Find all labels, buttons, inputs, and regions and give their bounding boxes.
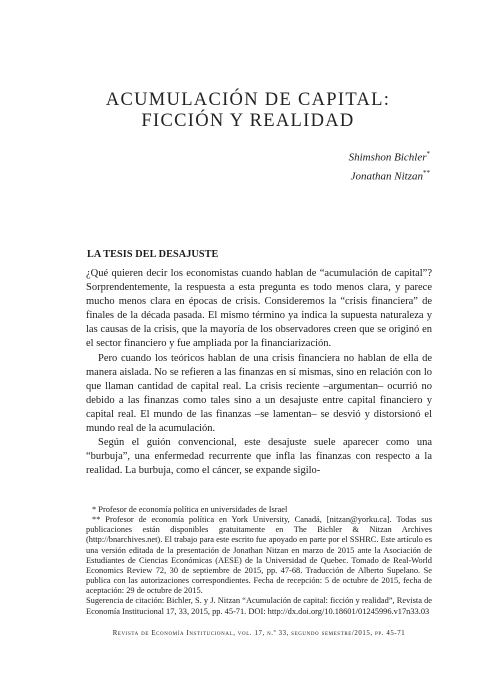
paragraph-2: Pero cuando los teóricos hablan de una crisis financiera no hablan de ella de manera aislada. No se refieren a las finanzas en sí mismas, sino en relación con lo que llaman cantidad de capital real. La crisis reciente –argumentan– ocurrió no debido a las finanzas como tales sino a un desajuste entre capital financiero y capital real. El mundo de las finanzas –se lamentan– se desvió y distorsionó el mundo real de la acumulación. <box>86 352 432 435</box>
body-text <box>86 267 432 478</box>
footnotes <box>86 505 432 617</box>
article-title <box>60 90 436 132</box>
section-heading: LA TESIS DEL DESAJUSTE <box>87 249 219 260</box>
footnote-marker: * <box>426 150 430 158</box>
author-bichler: Shimshon Bichler* <box>348 150 430 164</box>
footnote-2: ** Profesor de economía política en York University, Canadá, [nitzan@yorku.ca]. Todas sus publicaciones están disponibles gratuitamente en The Bichler & Nitzan Archives (http://bnarchives.net). El trabajo para este escrito fue apoyado en parte por el SSHRC. Este artículo es una versión editada de la presentación de Jonathan Nitzan en marzo de 2015 ante la Asociación de Estudiantes de Ciencias Económicas (AESE) de la Universidad de Quebec. Tomado de Real-World Economics Review 72, 30 de septiembre de 2015, pp. 47-68. Traducción de Alberto Supelano. Se publica con las autorizaciones correspondientes. Fecha de recepción: 5 de octubre de 2015, fecha de aceptación: 29 de octubre de 2015. <box>86 515 432 596</box>
paragraph-3: Según el guión convencional, este desajuste suele aparecer como una “burbuja”, una enfermedad recurrente que infla las finanzas con respecto a la realidad. La burbuja, como el cáncer, se expande sigilo- <box>86 437 432 477</box>
footnote-1: * Profesor de economía política en universidades de Israel <box>92 505 288 514</box>
article-title-line-1: ACUMULACIÓN DE CAPITAL: <box>105 90 391 110</box>
running-footer: Revista de Economía Institucional, vol. 17, n.º 33, segundo semestre/2015, pp. 45-71 <box>112 630 406 637</box>
author-nitzan: Jonathan Nitzan** <box>350 168 430 183</box>
author-list <box>230 147 430 184</box>
paragraph-1: ¿Qué quieren decir los economistas cuando hablan de “acumulación de capital”? Sorprendentemente, la respuesta a esta pregunta es todo menos clara, y parece mucho menos clara en épocas de crisis. Consideremos la “crisis financiera” de finales de la década pasada. El mismo término ya indica la supuesta naturaleza y las causas de la crisis, que la mayoría de los observadores creen que se originó en el sector financiero y fue ampliada por la financiarización. <box>86 268 432 350</box>
citation-suggestion: Sugerencia de citación: Bichler, S. y J. Nitzan “Acumulación de capital: ficción y realidad”, Revista de Economía Institucional 17, 33, 2015, pp. 45-71. DOI: http://dx.doi.org/10.18601/01245996.v17n33.03 <box>86 596 432 616</box>
article-title-line-2: FICCIÓN Y REALIDAD <box>141 111 355 131</box>
footnote-marker: ** <box>423 168 430 177</box>
